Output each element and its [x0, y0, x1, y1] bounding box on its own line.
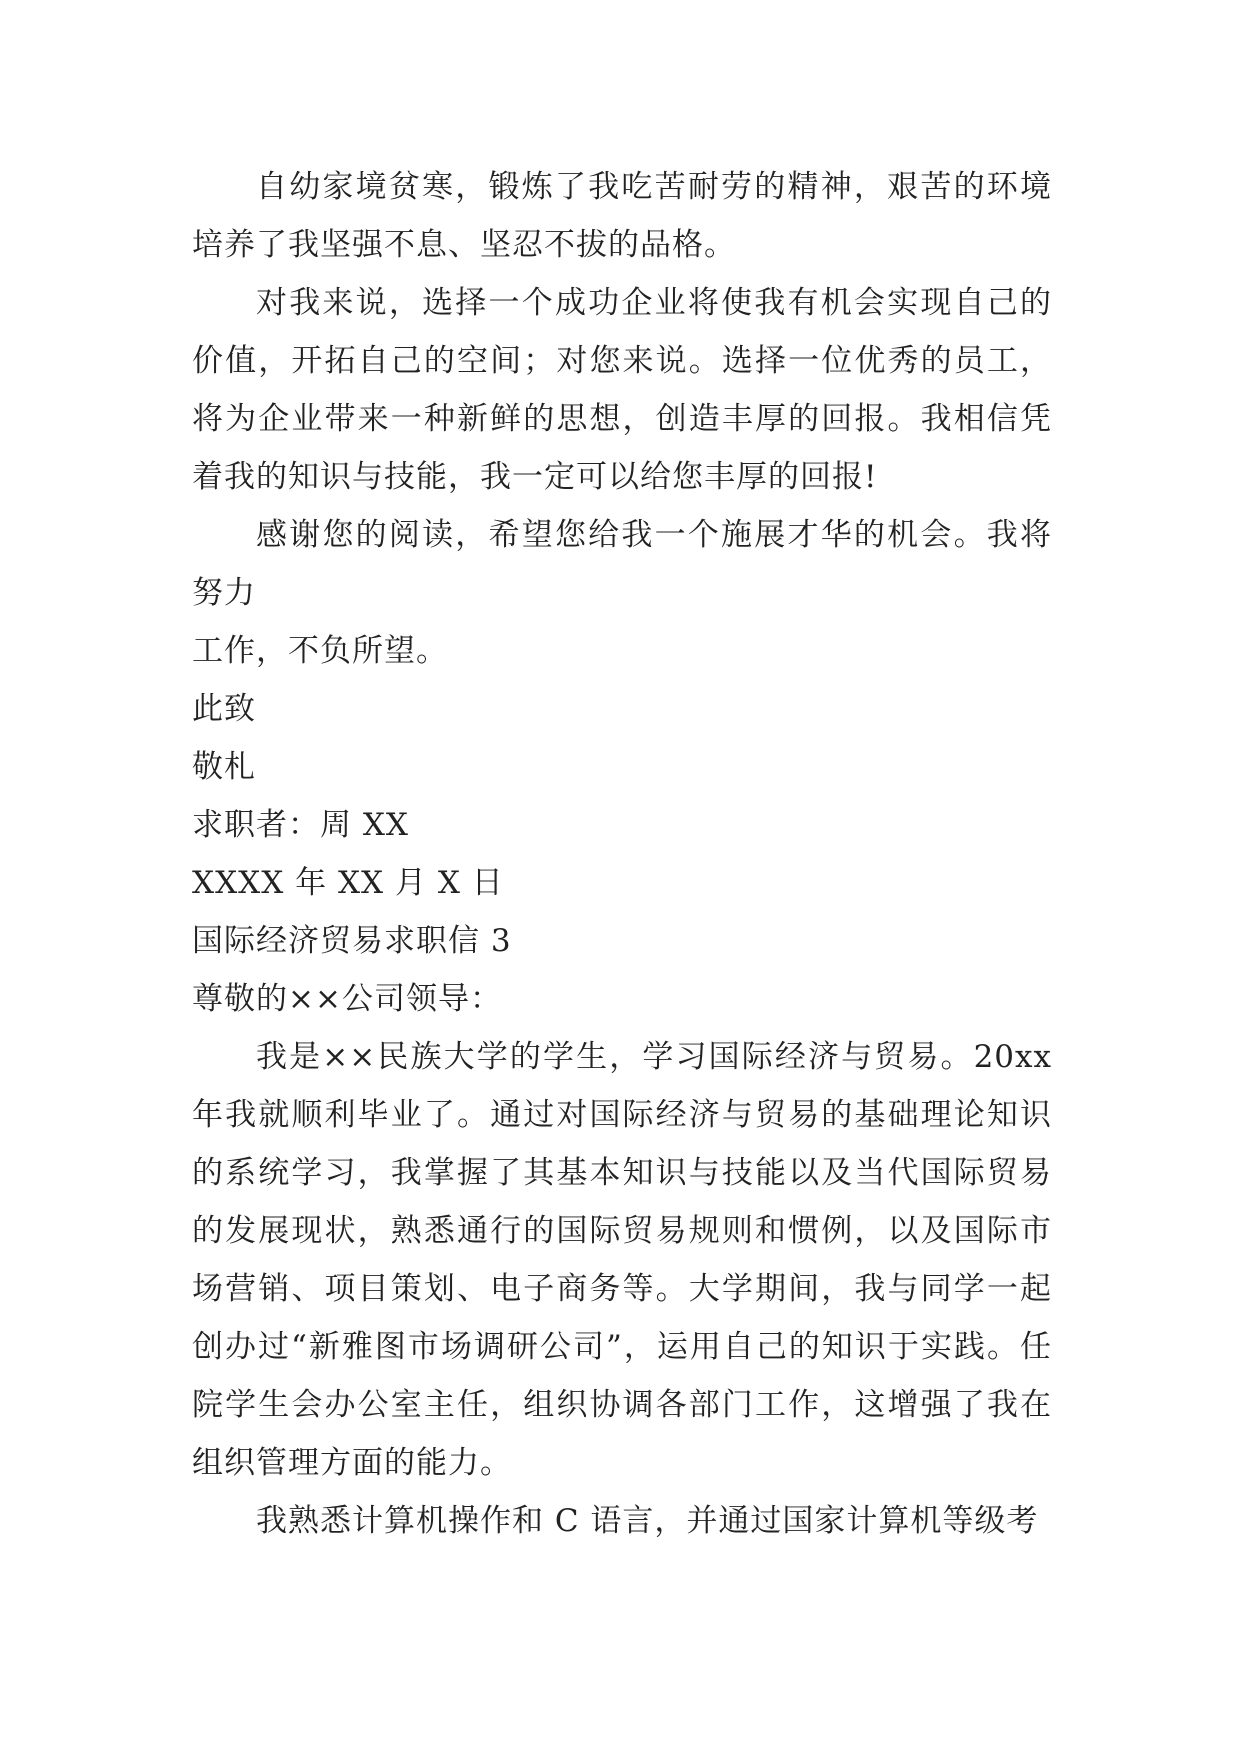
closing-line-cizhi: 此致: [192, 691, 256, 727]
salutation: 尊敬的××公司领导：: [192, 981, 502, 1017]
date-line: XXXX 年 XX 月 X 日: [192, 865, 504, 901]
closing-line-jingzha: 敬札: [192, 749, 256, 785]
paragraph-hardship: 自幼家境贫寒，锻炼了我吃苦耐劳的精神，艰苦的环境培养了我坚强不息、坚忍不拔的品格。: [192, 169, 1052, 263]
paragraph-value: 对我来说，选择一个成功企业将使我有机会实现自己的价值，开拓自己的空间；对您来说。选择一位优秀的员工，将为企业带来一种新鲜的思想，创造丰厚的回报。我相信凭着我的知识与技能，我一定可以给您丰厚的回报!: [192, 285, 1052, 495]
paragraph-education: 我是××民族大学的学生，学习国际经济与贸易。20xx 年我就顺利毕业了。通过对国际经济与贸易的基础理论知识的系统学习，我掌握了其基本知识与技能以及当代国际贸易的发展现状，熟悉通行的国际贸易规则和惯例，以及国际市场营销、项目策划、电子商务等。大学期间，我与同学一起创办过“新雅图市场调研公司”，运用自己的知识于实践。任院学生会办公室主任，组织协调各部门工作，这增强了我在组织管理方面的能力。: [192, 1039, 1052, 1481]
signature-line: 求职者：周 XX: [192, 807, 409, 843]
letter-body: [192, 158, 1052, 1550]
paragraph-thanks: 感谢您的阅读，希望您给我一个施展才华的机会。我将努力: [192, 517, 1052, 611]
closing-line-work: 工作，不负所望。: [192, 633, 448, 669]
section-title: 国际经济贸易求职信 3: [192, 923, 512, 959]
paragraph-computer: 我熟悉计算机操作和 C 语言，并通过国家计算机等级考: [256, 1503, 1039, 1539]
